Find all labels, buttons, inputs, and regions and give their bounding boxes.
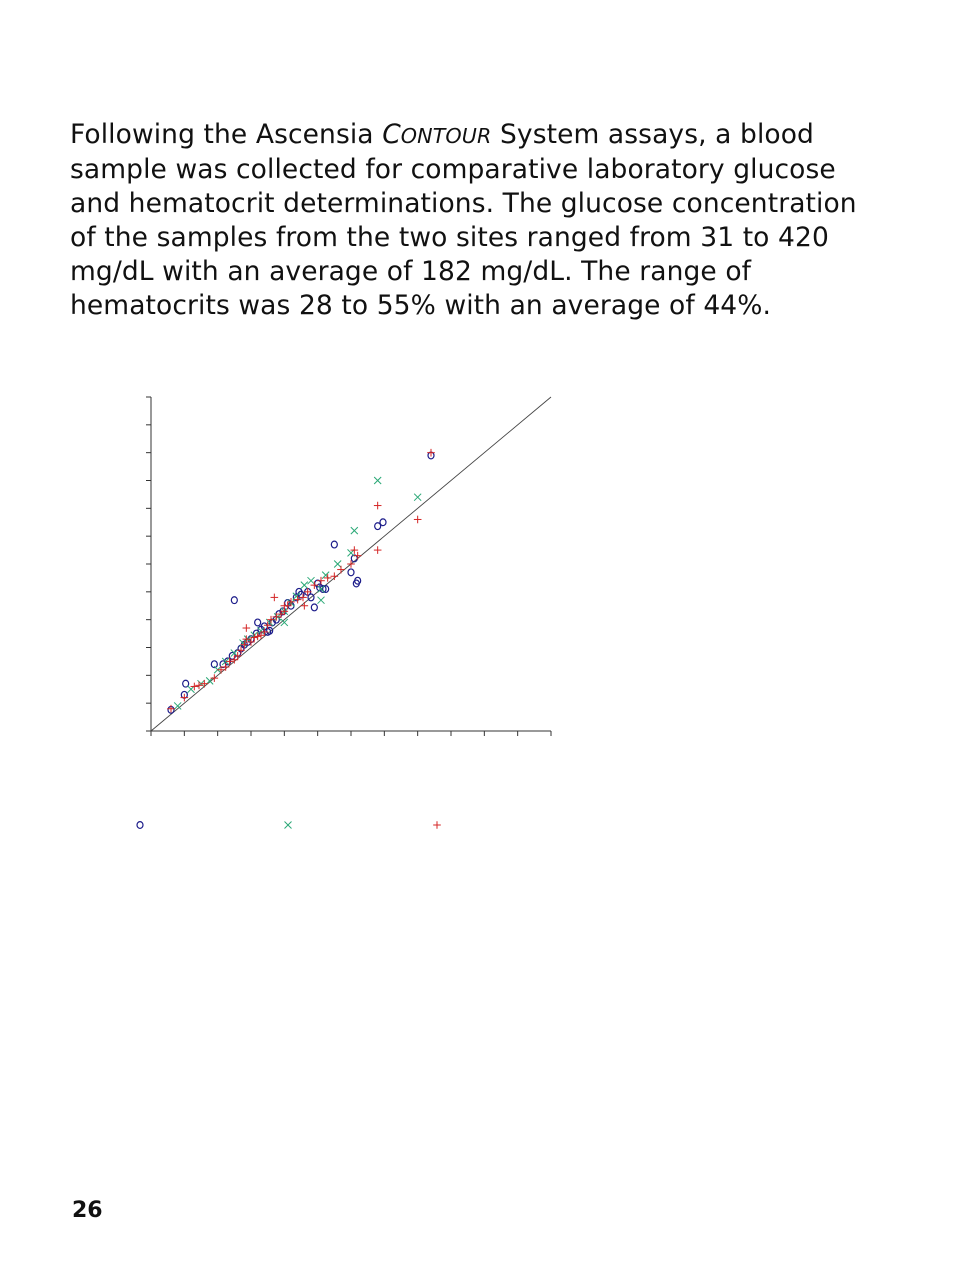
chart-legend xyxy=(137,821,441,829)
data-point-circle xyxy=(380,519,386,526)
legend-marker-x xyxy=(285,822,292,829)
body-text-part1: Following the Ascensia xyxy=(70,119,383,150)
data-point-plus xyxy=(301,602,309,610)
data-point-plus xyxy=(374,546,382,554)
data-point-circle xyxy=(348,569,354,576)
data-point-circle xyxy=(255,619,261,626)
data-point-plus xyxy=(414,516,422,524)
data-point-x xyxy=(318,597,325,604)
data-point-plus xyxy=(374,502,382,510)
data-point-plus xyxy=(271,594,279,602)
data-point-x xyxy=(301,582,308,589)
data-point-x xyxy=(374,477,381,484)
legend-marker-plus xyxy=(433,821,441,829)
data-point-x xyxy=(334,561,341,568)
data-point-plus xyxy=(331,572,339,580)
legend-marker-circle xyxy=(137,822,143,829)
brand-rest: ONTOUR xyxy=(400,124,492,148)
data-point-circle xyxy=(231,597,237,604)
data-point-plus xyxy=(317,577,325,585)
page-number: 26 xyxy=(72,1198,103,1223)
data-point-plus xyxy=(201,680,209,688)
data-point-plus xyxy=(354,552,362,560)
data-point-circle xyxy=(311,604,317,611)
data-point-x xyxy=(351,527,358,534)
data-point-plus xyxy=(337,566,345,574)
data-point-x xyxy=(414,494,421,501)
brand-initial: C xyxy=(382,119,401,150)
data-point-plus xyxy=(251,634,259,642)
body-text-part2: System assays, a blood sample was collected for comparative laboratory glucose and hematocrit determinations. The glucose concentration of the samples from the two sites ranged from 31 to 420 mg/dL with an average of 182 mg/dL. The range of hematocrits was 28 to 55% with an average of 44%. xyxy=(70,119,857,321)
data-point-circle xyxy=(331,541,337,548)
chart-points xyxy=(167,449,435,713)
data-point-plus xyxy=(243,624,251,632)
data-point-plus xyxy=(231,656,239,664)
data-point-x xyxy=(308,577,315,584)
data-point-plus xyxy=(254,633,262,641)
